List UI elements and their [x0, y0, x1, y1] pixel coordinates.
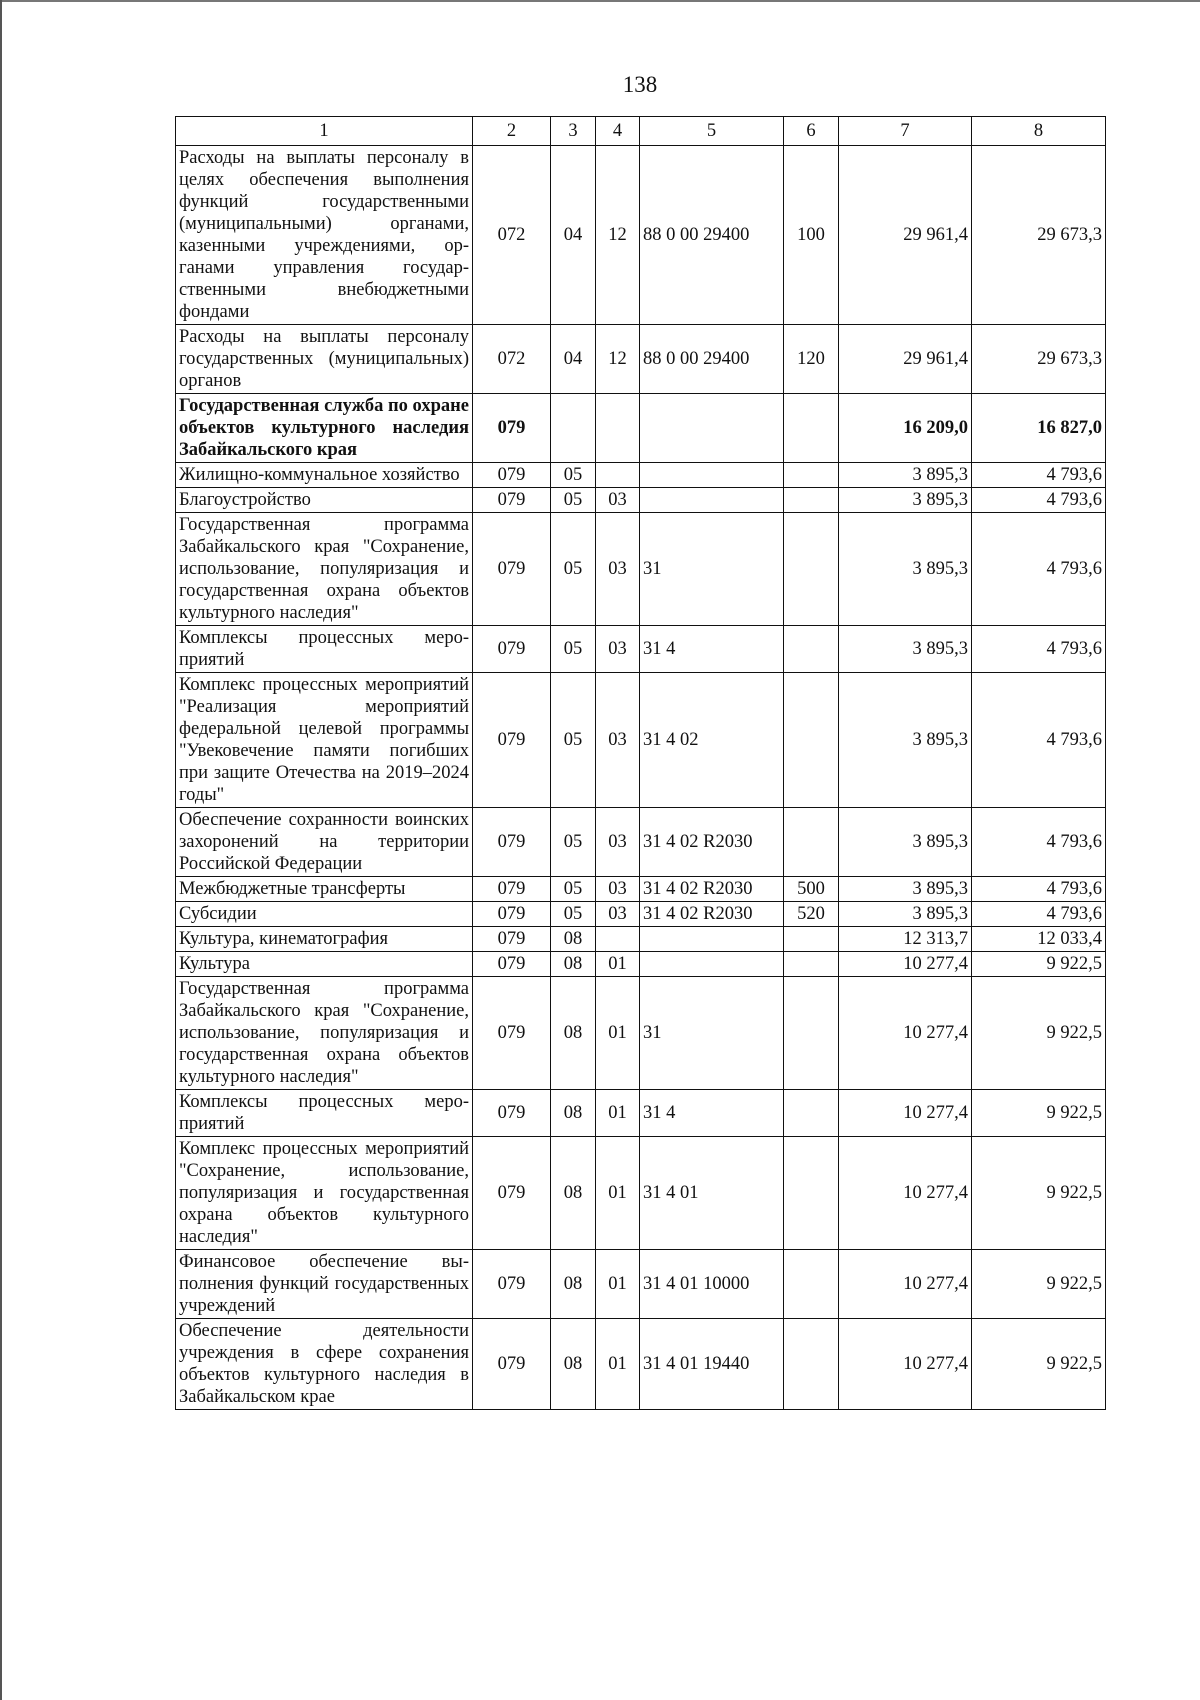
table-row	[176, 394, 1106, 463]
row-name-cell: Комплекс процессных мероприятий "Сохранение, использование, популяризация и государственная охрана объектов культурного наследия"	[176, 1137, 473, 1250]
row-code-rz-cell: 04	[551, 146, 596, 325]
row-amount-col8-cell: 9 922,5	[972, 1137, 1106, 1250]
scan-edge-left	[0, 0, 2, 1700]
row-code-cs-cell	[640, 952, 784, 977]
row-amount-col7-cell: 10 277,4	[839, 977, 972, 1090]
table-row	[176, 952, 1106, 977]
row-amount-col7-cell: 3 895,3	[839, 513, 972, 626]
row-amount-col8-cell: 4 793,6	[972, 463, 1106, 488]
row-code-rz-cell: 08	[551, 1250, 596, 1319]
row-amount-col8-cell: 4 793,6	[972, 877, 1106, 902]
row-code-vr-cell	[784, 808, 839, 877]
row-code-vr-cell	[784, 626, 839, 673]
row-code-gr-cell: 079	[473, 1137, 551, 1250]
column-header: 7	[839, 117, 972, 146]
row-code-vr-cell	[784, 1090, 839, 1137]
table-row	[176, 808, 1106, 877]
row-code-vr-cell	[784, 1250, 839, 1319]
column-header: 5	[640, 117, 784, 146]
row-code-pr-cell: 12	[596, 146, 640, 325]
table-row	[176, 1250, 1106, 1319]
row-amount-col7-cell: 29 961,4	[839, 325, 972, 394]
row-name-cell: Обеспечение сохранности воинских захоронений на территории Российской Федерации	[176, 808, 473, 877]
row-code-pr-cell: 01	[596, 1137, 640, 1250]
row-code-pr-cell	[596, 927, 640, 952]
row-code-gr-cell: 079	[473, 463, 551, 488]
row-amount-col7-cell: 10 277,4	[839, 1250, 972, 1319]
row-code-rz-cell: 05	[551, 877, 596, 902]
table-row	[176, 488, 1106, 513]
table-row	[176, 1090, 1106, 1137]
table-row	[176, 902, 1106, 927]
row-amount-col8-cell: 4 793,6	[972, 626, 1106, 673]
row-code-gr-cell: 079	[473, 394, 551, 463]
row-code-cs-cell: 31 4 02 R2030	[640, 902, 784, 927]
row-code-pr-cell: 03	[596, 626, 640, 673]
row-code-rz-cell: 05	[551, 463, 596, 488]
table-row	[176, 977, 1106, 1090]
row-code-gr-cell: 079	[473, 626, 551, 673]
row-name-cell: Государственная служба по охране объектов культурного наследия Забайкальского края	[176, 394, 473, 463]
row-code-cs-cell: 31 4 02 R2030	[640, 877, 784, 902]
row-code-gr-cell: 079	[473, 673, 551, 808]
row-name-cell: Благоустройство	[176, 488, 473, 513]
row-code-vr-cell: 500	[784, 877, 839, 902]
row-code-vr-cell	[784, 488, 839, 513]
row-code-pr-cell: 03	[596, 877, 640, 902]
row-code-cs-cell	[640, 488, 784, 513]
row-amount-col8-cell: 9 922,5	[972, 952, 1106, 977]
row-amount-col7-cell: 3 895,3	[839, 877, 972, 902]
row-code-pr-cell: 01	[596, 977, 640, 1090]
row-code-pr-cell: 03	[596, 488, 640, 513]
row-code-gr-cell: 079	[473, 977, 551, 1090]
row-code-cs-cell: 88 0 00 29400	[640, 146, 784, 325]
row-amount-col8-cell: 16 827,0	[972, 394, 1106, 463]
row-code-vr-cell: 100	[784, 146, 839, 325]
row-code-vr-cell: 120	[784, 325, 839, 394]
row-code-pr-cell: 01	[596, 1090, 640, 1137]
row-code-gr-cell: 079	[473, 902, 551, 927]
row-code-rz-cell: 08	[551, 977, 596, 1090]
row-code-gr-cell: 079	[473, 808, 551, 877]
row-code-cs-cell: 31 4	[640, 1090, 784, 1137]
row-amount-col7-cell: 3 895,3	[839, 902, 972, 927]
row-code-gr-cell: 072	[473, 325, 551, 394]
row-code-gr-cell: 079	[473, 513, 551, 626]
row-amount-col8-cell: 29 673,3	[972, 325, 1106, 394]
row-amount-col8-cell: 4 793,6	[972, 488, 1106, 513]
row-code-gr-cell: 079	[473, 1090, 551, 1137]
table-row	[176, 325, 1106, 394]
row-code-vr-cell	[784, 952, 839, 977]
row-name-cell: Комплекс процессных мероприятий "Реализация мероприятий федеральной целевой программы "Увековечение памяти погибших при защите Отечества на 2019–2024 годы"	[176, 673, 473, 808]
column-header: 2	[473, 117, 551, 146]
row-code-rz-cell: 08	[551, 1319, 596, 1410]
row-name-cell: Обеспечение деятельности учреждения в сфере сохранения объектов культурного наследия в Забайкальском крае	[176, 1319, 473, 1410]
row-code-gr-cell: 079	[473, 1319, 551, 1410]
row-name-cell: Межбюджетные трансферты	[176, 877, 473, 902]
row-name-cell: Субсидии	[176, 902, 473, 927]
row-amount-col8-cell: 4 793,6	[972, 673, 1106, 808]
row-code-rz-cell: 08	[551, 1090, 596, 1137]
row-amount-col7-cell: 10 277,4	[839, 1090, 972, 1137]
row-code-rz-cell: 05	[551, 902, 596, 927]
row-code-cs-cell	[640, 394, 784, 463]
row-code-pr-cell: 03	[596, 673, 640, 808]
row-code-cs-cell: 31 4 02	[640, 673, 784, 808]
row-name-cell: Государственная программа Забайкальского края "Сохранение, использование, популяризация и государственная охрана объектов культурного наследия"	[176, 513, 473, 626]
row-code-vr-cell	[784, 513, 839, 626]
row-code-pr-cell: 03	[596, 513, 640, 626]
row-amount-col7-cell: 3 895,3	[839, 463, 972, 488]
row-code-cs-cell: 31 4	[640, 626, 784, 673]
table-row	[176, 146, 1106, 325]
row-name-cell: Жилищно-коммунальное хозяйство	[176, 463, 473, 488]
table-row	[176, 673, 1106, 808]
budget-table	[175, 116, 1106, 1410]
row-code-rz-cell: 05	[551, 488, 596, 513]
row-code-rz-cell: 08	[551, 1137, 596, 1250]
column-header: 6	[784, 117, 839, 146]
row-code-gr-cell: 079	[473, 952, 551, 977]
row-amount-col8-cell: 9 922,5	[972, 1090, 1106, 1137]
row-name-cell: Комплексы процессных мероприятий	[176, 626, 473, 673]
row-code-rz-cell: 05	[551, 513, 596, 626]
table-row	[176, 1319, 1106, 1410]
row-code-pr-cell: 01	[596, 1250, 640, 1319]
row-code-rz-cell	[551, 394, 596, 463]
row-amount-col8-cell: 4 793,6	[972, 513, 1106, 626]
row-name-cell: Комплексы процессных мероприятий	[176, 1090, 473, 1137]
table-row	[176, 463, 1106, 488]
row-amount-col7-cell: 12 313,7	[839, 927, 972, 952]
row-name-cell: Государственная программа Забайкальского края "Сохранение, использование, популяризация и государственная охрана объектов культурного наследия"	[176, 977, 473, 1090]
row-code-vr-cell	[784, 1137, 839, 1250]
row-code-vr-cell	[784, 463, 839, 488]
row-code-cs-cell: 31 4 01 10000	[640, 1250, 784, 1319]
row-code-gr-cell: 079	[473, 488, 551, 513]
row-name-cell: Расходы на выплаты персоналу в целях обеспечения выполнения функций государственными (муниципальными) органами, казенными учреждениями, органами управления государственными внебюджетными фондами	[176, 146, 473, 325]
table-row	[176, 877, 1106, 902]
table-row	[176, 1137, 1106, 1250]
column-header: 3	[551, 117, 596, 146]
row-name-cell: Культура	[176, 952, 473, 977]
row-code-gr-cell: 079	[473, 1250, 551, 1319]
row-code-pr-cell: 01	[596, 952, 640, 977]
row-code-rz-cell: 05	[551, 626, 596, 673]
row-code-cs-cell: 31 4 02 R2030	[640, 808, 784, 877]
row-name-cell: Расходы на выплаты персоналу государственных (муниципальных) органов	[176, 325, 473, 394]
row-code-cs-cell: 31	[640, 513, 784, 626]
table-row	[176, 626, 1106, 673]
row-code-gr-cell: 072	[473, 146, 551, 325]
page-number: 138	[622, 72, 658, 97]
table-row	[176, 927, 1106, 952]
row-code-rz-cell: 08	[551, 952, 596, 977]
row-code-pr-cell	[596, 463, 640, 488]
row-amount-col8-cell: 4 793,6	[972, 902, 1106, 927]
row-code-gr-cell: 079	[473, 927, 551, 952]
row-amount-col7-cell: 10 277,4	[839, 1137, 972, 1250]
row-code-vr-cell	[784, 394, 839, 463]
table-header-row	[176, 117, 1106, 146]
row-code-vr-cell	[784, 1319, 839, 1410]
row-amount-col8-cell: 12 033,4	[972, 927, 1106, 952]
column-header: 1	[176, 117, 473, 146]
row-amount-col7-cell: 29 961,4	[839, 146, 972, 325]
row-code-rz-cell: 08	[551, 927, 596, 952]
row-code-vr-cell	[784, 927, 839, 952]
row-amount-col7-cell: 3 895,3	[839, 673, 972, 808]
row-code-vr-cell: 520	[784, 902, 839, 927]
row-code-rz-cell: 05	[551, 673, 596, 808]
row-amount-col7-cell: 3 895,3	[839, 808, 972, 877]
row-code-cs-cell: 31	[640, 977, 784, 1090]
row-code-cs-cell	[640, 927, 784, 952]
row-code-pr-cell: 03	[596, 808, 640, 877]
row-code-rz-cell: 04	[551, 325, 596, 394]
row-code-vr-cell	[784, 673, 839, 808]
row-code-pr-cell: 01	[596, 1319, 640, 1410]
row-amount-col7-cell: 3 895,3	[839, 626, 972, 673]
row-amount-col7-cell: 10 277,4	[839, 952, 972, 977]
scan-edge-top	[0, 0, 1200, 2]
row-amount-col8-cell: 9 922,5	[972, 977, 1106, 1090]
table-row	[176, 513, 1106, 626]
row-code-vr-cell	[784, 977, 839, 1090]
row-name-cell: Финансовое обеспечение выполнения функций государственных учреждений	[176, 1250, 473, 1319]
row-amount-col7-cell: 10 277,4	[839, 1319, 972, 1410]
row-code-pr-cell: 03	[596, 902, 640, 927]
row-code-cs-cell: 88 0 00 29400	[640, 325, 784, 394]
row-code-rz-cell: 05	[551, 808, 596, 877]
row-amount-col8-cell: 4 793,6	[972, 808, 1106, 877]
row-code-cs-cell: 31 4 01	[640, 1137, 784, 1250]
row-code-cs-cell	[640, 463, 784, 488]
column-header: 4	[596, 117, 640, 146]
row-amount-col8-cell: 29 673,3	[972, 146, 1106, 325]
row-amount-col7-cell: 3 895,3	[839, 488, 972, 513]
row-amount-col8-cell: 9 922,5	[972, 1319, 1106, 1410]
row-amount-col7-cell: 16 209,0	[839, 394, 972, 463]
row-code-pr-cell: 12	[596, 325, 640, 394]
row-amount-col8-cell: 9 922,5	[972, 1250, 1106, 1319]
column-header: 8	[972, 117, 1106, 146]
row-name-cell: Культура, кинематография	[176, 927, 473, 952]
row-code-pr-cell	[596, 394, 640, 463]
row-code-gr-cell: 079	[473, 877, 551, 902]
row-code-cs-cell: 31 4 01 19440	[640, 1319, 784, 1410]
